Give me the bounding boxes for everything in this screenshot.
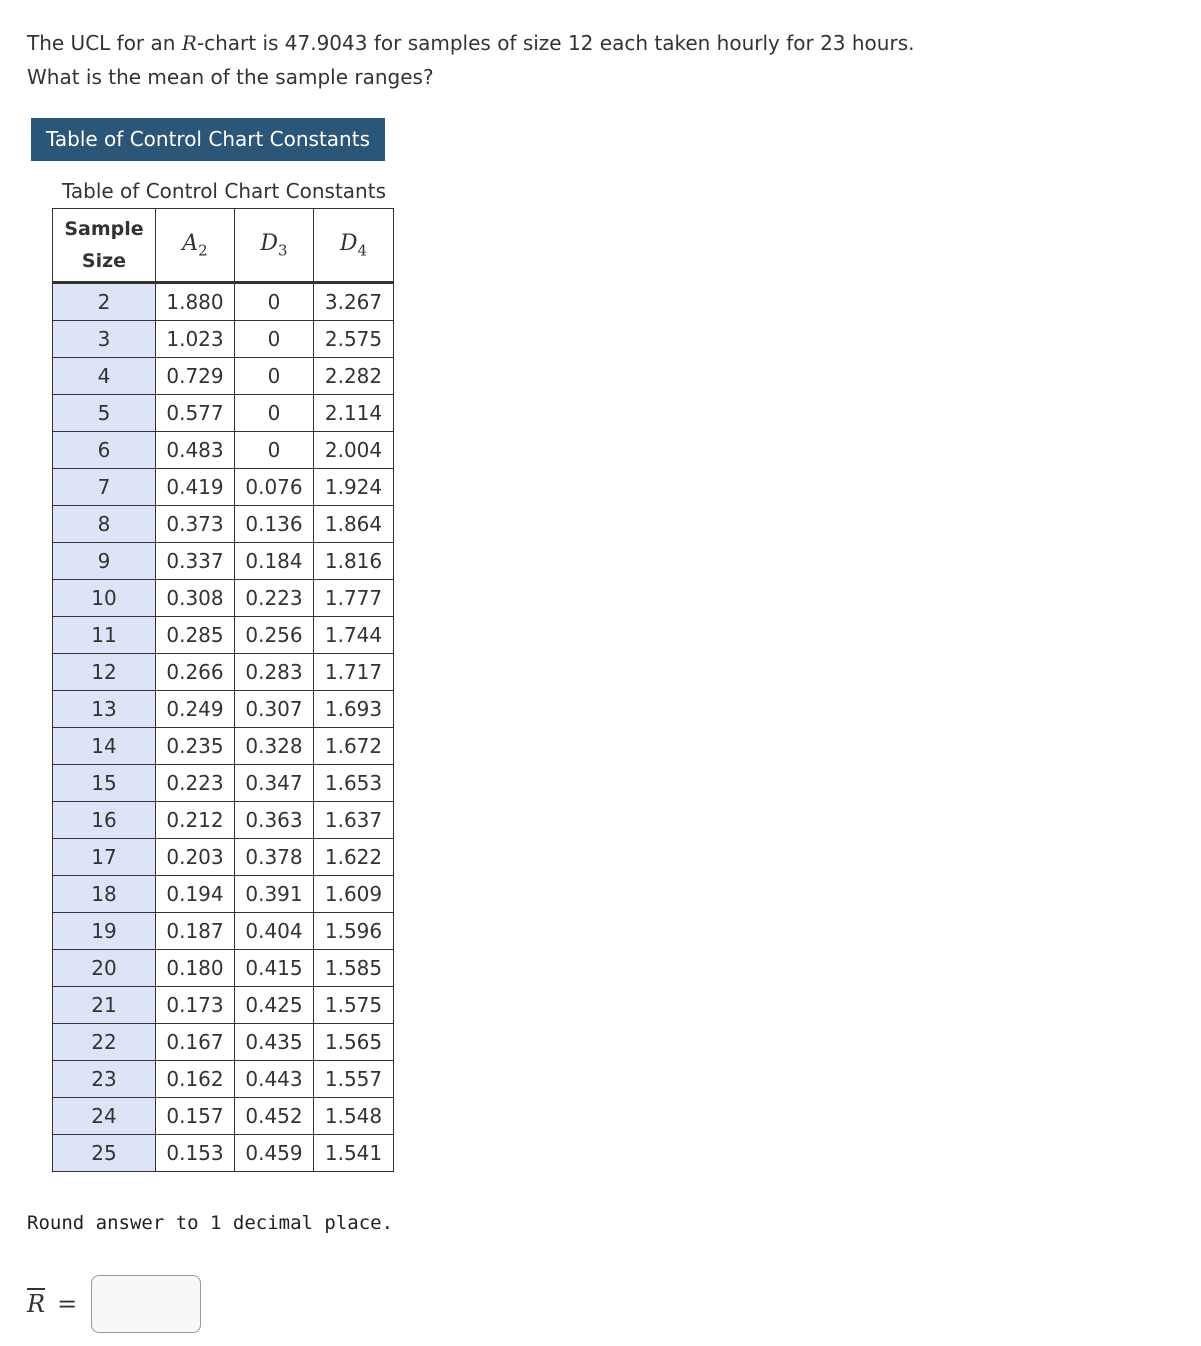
d4-cell: 1.744 <box>314 617 394 654</box>
a2-cell: 0.235 <box>156 728 235 765</box>
a2-cell: 1.023 <box>156 321 235 358</box>
sample-size-cell: 24 <box>53 1098 156 1135</box>
sample-size-cell: 5 <box>53 395 156 432</box>
sample-size-cell: 13 <box>53 691 156 728</box>
a2-cell: 0.173 <box>156 987 235 1024</box>
a2-cell: 0.167 <box>156 1024 235 1061</box>
a2-cell: 0.223 <box>156 765 235 802</box>
table-row <box>53 839 394 876</box>
a2-cell: 0.337 <box>156 543 235 580</box>
table-row <box>53 543 394 580</box>
a2-cell: 0.180 <box>156 950 235 987</box>
d3-cell: 0 <box>235 283 314 321</box>
d4-cell: 1.596 <box>314 913 394 950</box>
table-row <box>53 950 394 987</box>
sample-size-cell: 4 <box>53 358 156 395</box>
sample-size-cell: 8 <box>53 506 156 543</box>
d4-cell: 1.653 <box>314 765 394 802</box>
d3-cell: 0.256 <box>235 617 314 654</box>
sample-size-cell: 2 <box>53 283 156 321</box>
sample-size-cell: 19 <box>53 913 156 950</box>
table-row <box>53 506 394 543</box>
d4-cell: 1.609 <box>314 876 394 913</box>
answer-row <box>27 1275 201 1333</box>
d4-cell: 1.924 <box>314 469 394 506</box>
a2-cell: 0.419 <box>156 469 235 506</box>
d3-cell: 0.184 <box>235 543 314 580</box>
table-row <box>53 358 394 395</box>
sample-size-cell: 21 <box>53 987 156 1024</box>
a2-cell: 0.577 <box>156 395 235 432</box>
d4-cell: 1.693 <box>314 691 394 728</box>
table-row <box>53 691 394 728</box>
sample-size-cell: 16 <box>53 802 156 839</box>
table-row <box>53 1098 394 1135</box>
sample-size-header: Sample Size <box>53 209 156 283</box>
d4-cell: 1.557 <box>314 1061 394 1098</box>
a2-cell: 0.308 <box>156 580 235 617</box>
a2-cell: 0.373 <box>156 506 235 543</box>
d3-cell: 0 <box>235 358 314 395</box>
a2-cell: 1.880 <box>156 283 235 321</box>
rounding-instruction: Round answer to 1 decimal place. <box>27 1212 394 1234</box>
sample-size-cell: 14 <box>53 728 156 765</box>
sample-size-cell: 15 <box>53 765 156 802</box>
d3-cell: 0 <box>235 432 314 469</box>
sample-size-cell: 11 <box>53 617 156 654</box>
d4-header: $D_4$ <box>314 209 394 283</box>
question-line-1: The UCL for an R-chart is 47.9043 for samples of size 12 each taken hourly for 23 hours. <box>27 31 915 55</box>
table-row <box>53 728 394 765</box>
d4-cell: 1.585 <box>314 950 394 987</box>
d3-cell: 0 <box>235 395 314 432</box>
sample-size-cell: 7 <box>53 469 156 506</box>
d3-cell: 0.378 <box>235 839 314 876</box>
d3-cell: 0.425 <box>235 987 314 1024</box>
table-body <box>53 283 394 1172</box>
d3-cell: 0.328 <box>235 728 314 765</box>
table-row <box>53 1135 394 1172</box>
a2-cell: 0.187 <box>156 913 235 950</box>
sample-size-cell: 9 <box>53 543 156 580</box>
table-row <box>53 321 394 358</box>
d3-cell: 0.076 <box>235 469 314 506</box>
table-row <box>53 765 394 802</box>
d3-cell: 0.363 <box>235 802 314 839</box>
d3-cell: 0.391 <box>235 876 314 913</box>
d4-cell: 2.282 <box>314 358 394 395</box>
d3-cell: 0.443 <box>235 1061 314 1098</box>
d3-cell: 0 <box>235 321 314 358</box>
a2-cell: 0.203 <box>156 839 235 876</box>
sample-size-cell: 3 <box>53 321 156 358</box>
sample-size-cell: 22 <box>53 1024 156 1061</box>
answer-input[interactable] <box>91 1275 201 1333</box>
sample-size-cell: 23 <box>53 1061 156 1098</box>
table-row <box>53 432 394 469</box>
d3-cell: 0.452 <box>235 1098 314 1135</box>
sample-size-cell: 25 <box>53 1135 156 1172</box>
d3-cell: 0.136 <box>235 506 314 543</box>
r-symbol: R <box>181 31 197 55</box>
control-chart-table-toggle-button[interactable]: Table of Control Chart Constants <box>31 118 385 161</box>
sample-size-cell: 10 <box>53 580 156 617</box>
sample-size-cell: 12 <box>53 654 156 691</box>
d4-cell: 3.267 <box>314 283 394 321</box>
d3-header: $D_3$ <box>235 209 314 283</box>
sample-size-cell: 17 <box>53 839 156 876</box>
d4-cell: 1.717 <box>314 654 394 691</box>
a2-cell: 0.729 <box>156 358 235 395</box>
table-row <box>53 1024 394 1061</box>
question-text <box>27 26 914 94</box>
d4-cell: 2.575 <box>314 321 394 358</box>
d4-cell: 1.575 <box>314 987 394 1024</box>
a2-cell: 0.194 <box>156 876 235 913</box>
d4-cell: 1.672 <box>314 728 394 765</box>
d4-cell: 1.777 <box>314 580 394 617</box>
sample-size-cell: 18 <box>53 876 156 913</box>
d3-cell: 0.435 <box>235 1024 314 1061</box>
table-row <box>53 987 394 1024</box>
a2-header: $A_2$ <box>156 209 235 283</box>
d3-cell: 0.307 <box>235 691 314 728</box>
table-caption: Table of Control Chart Constants <box>61 179 386 203</box>
d4-cell: 2.114 <box>314 395 394 432</box>
table-row <box>53 1061 394 1098</box>
a2-cell: 0.249 <box>156 691 235 728</box>
d4-cell: 1.622 <box>314 839 394 876</box>
d3-cell: 0.283 <box>235 654 314 691</box>
d3-cell: 0.459 <box>235 1135 314 1172</box>
d4-cell: 1.864 <box>314 506 394 543</box>
question-line-2: What is the mean of the sample ranges? <box>27 65 434 89</box>
a2-cell: 0.266 <box>156 654 235 691</box>
d3-cell: 0.223 <box>235 580 314 617</box>
table-row <box>53 913 394 950</box>
d4-cell: 1.548 <box>314 1098 394 1135</box>
a2-cell: 0.483 <box>156 432 235 469</box>
equals-sign: = <box>57 1290 78 1318</box>
table-row <box>53 802 394 839</box>
a2-cell: 0.285 <box>156 617 235 654</box>
d4-cell: 1.637 <box>314 802 394 839</box>
d4-cell: 1.816 <box>314 543 394 580</box>
d3-cell: 0.415 <box>235 950 314 987</box>
a2-cell: 0.157 <box>156 1098 235 1135</box>
d4-cell: 1.565 <box>314 1024 394 1061</box>
d3-cell: 0.404 <box>235 913 314 950</box>
table-row <box>53 876 394 913</box>
table-row <box>53 395 394 432</box>
a2-cell: 0.212 <box>156 802 235 839</box>
d4-cell: 2.004 <box>314 432 394 469</box>
sample-size-cell: 20 <box>53 950 156 987</box>
control-chart-constants-table <box>52 208 394 1172</box>
table-row <box>53 580 394 617</box>
r-bar-symbol: $\overline{R}$ <box>27 1290 46 1318</box>
table-row <box>53 654 394 691</box>
d4-cell: 1.541 <box>314 1135 394 1172</box>
table-row <box>53 469 394 506</box>
table-row <box>53 617 394 654</box>
a2-cell: 0.153 <box>156 1135 235 1172</box>
d3-cell: 0.347 <box>235 765 314 802</box>
sample-size-cell: 6 <box>53 432 156 469</box>
a2-cell: 0.162 <box>156 1061 235 1098</box>
table-row <box>53 283 394 321</box>
